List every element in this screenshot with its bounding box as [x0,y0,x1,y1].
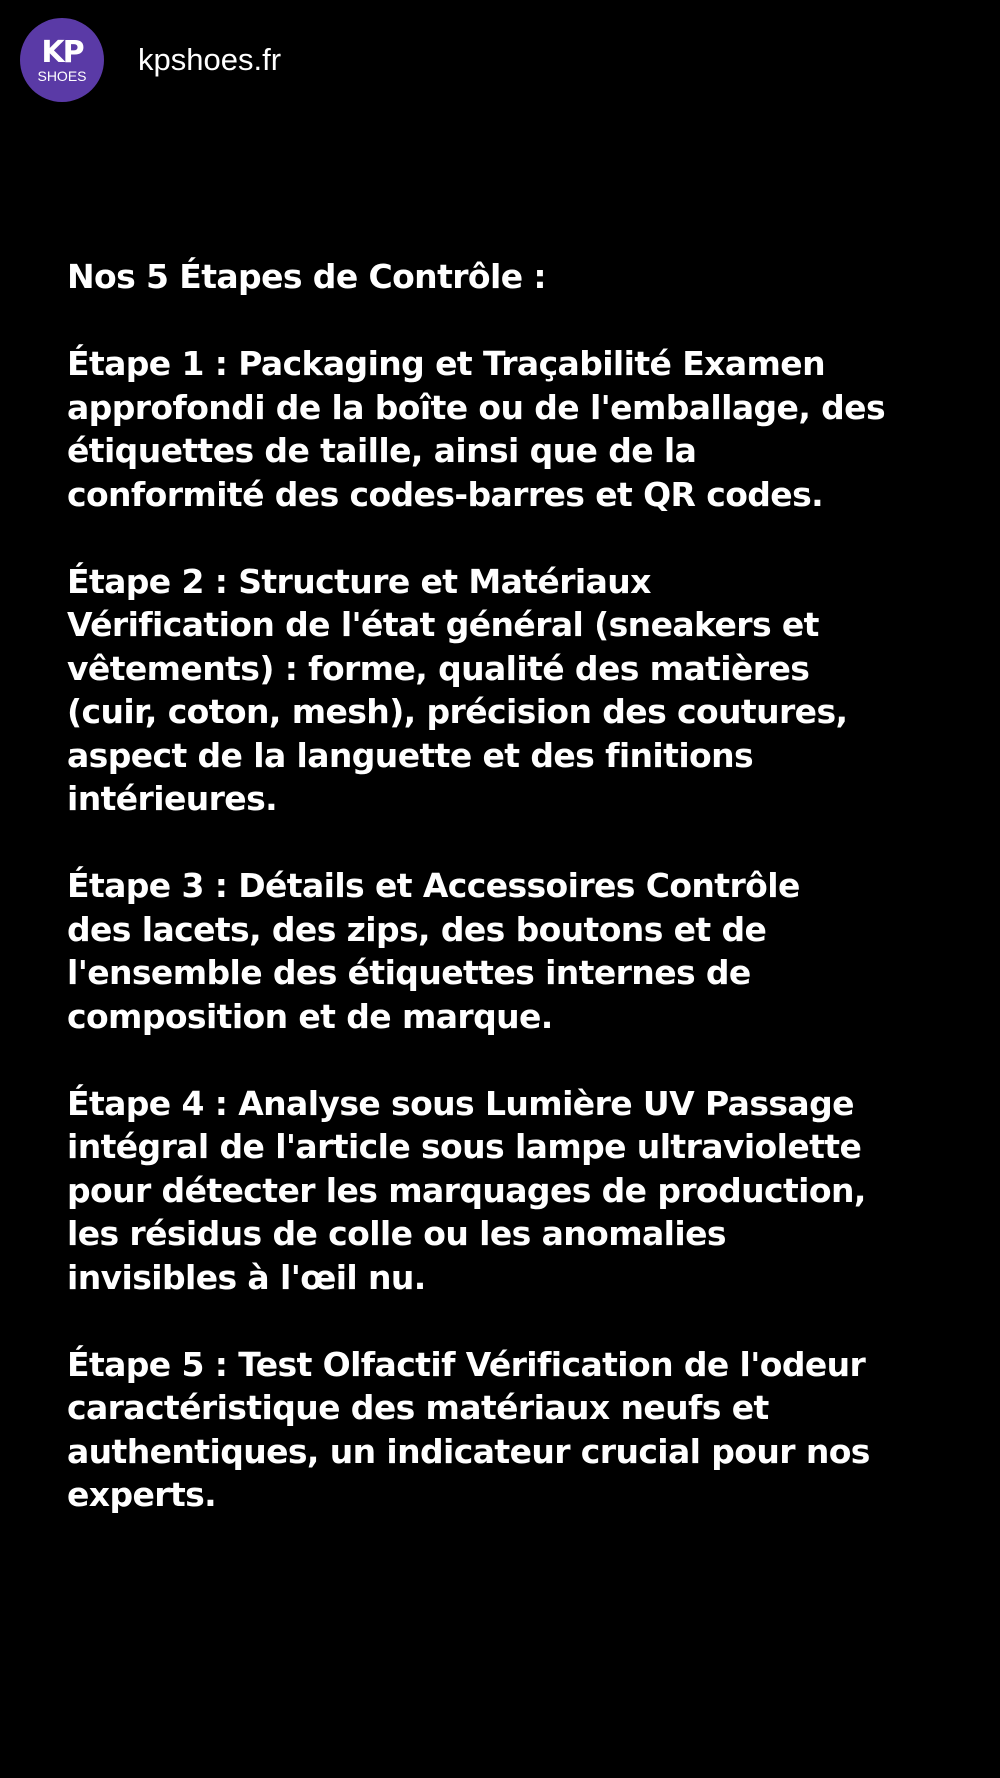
step-line: intérieures. [67,779,278,818]
step-line: composition et de marque. [67,996,553,1036]
story-header [20,18,281,102]
step-line: étiquettes de taille, ainsi que de la [67,431,697,470]
step-line: approfondi de la boîte ou de l'emballage, des [67,387,885,427]
avatar[interactable] [20,18,104,102]
step-line: Étape 2 : Structure et Matériaux [67,561,651,601]
step-line: Étape 3 : Détails et Accessoires Contrôle [67,866,800,905]
account-name[interactable]: kpshoes.fr [138,42,282,77]
step-line: l'ensemble des étiquettes internes de [67,953,751,992]
step-5 [67,1343,947,1517]
step-line: authentiques, un indicateur crucial pour nos [67,1431,870,1471]
step-line: conformité des codes-barres et QR codes. [67,474,824,514]
page-title: Nos 5 Étapes de Contrôle : [67,257,546,296]
step-line: pour détecter les marquages de production, [67,1170,866,1210]
step-line: Étape 1 : Packaging et Traçabilité Examen [67,344,825,383]
step-line: intégral de l'article sous lampe ultraviolette [67,1127,862,1166]
step-3 [67,864,947,1038]
step-2 [67,560,947,821]
story-text [67,255,947,1560]
step-line: aspect de la languette et des finitions [67,735,754,775]
kp-logo-subtext: SHOES [37,67,87,84]
step-line: des lacets, des zips, des boutons et de [67,909,767,949]
step-line: (cuir, coton, mesh), précision des coutures, [67,692,848,731]
step-line: Vérification de l'état général (sneakers et [67,605,819,644]
step-line: caractéristique des matériaux neufs et [67,1388,769,1427]
kp-logo-mark: KP [41,34,83,70]
step-line: les résidus de colle ou les anomalies [67,1214,726,1253]
step-line: experts. [67,1475,217,1514]
step-line: Étape 4 : Analyse sous Lumière UV Passage [67,1083,854,1123]
step-line: invisibles à l'œil nu. [67,1257,426,1297]
step-line: Étape 5 : Test Olfactif Vérification de l'odeur [67,1344,866,1384]
step-line: vêtements) : forme, qualité des matières [67,648,810,688]
step-1 [67,342,947,516]
step-4 [67,1082,947,1300]
